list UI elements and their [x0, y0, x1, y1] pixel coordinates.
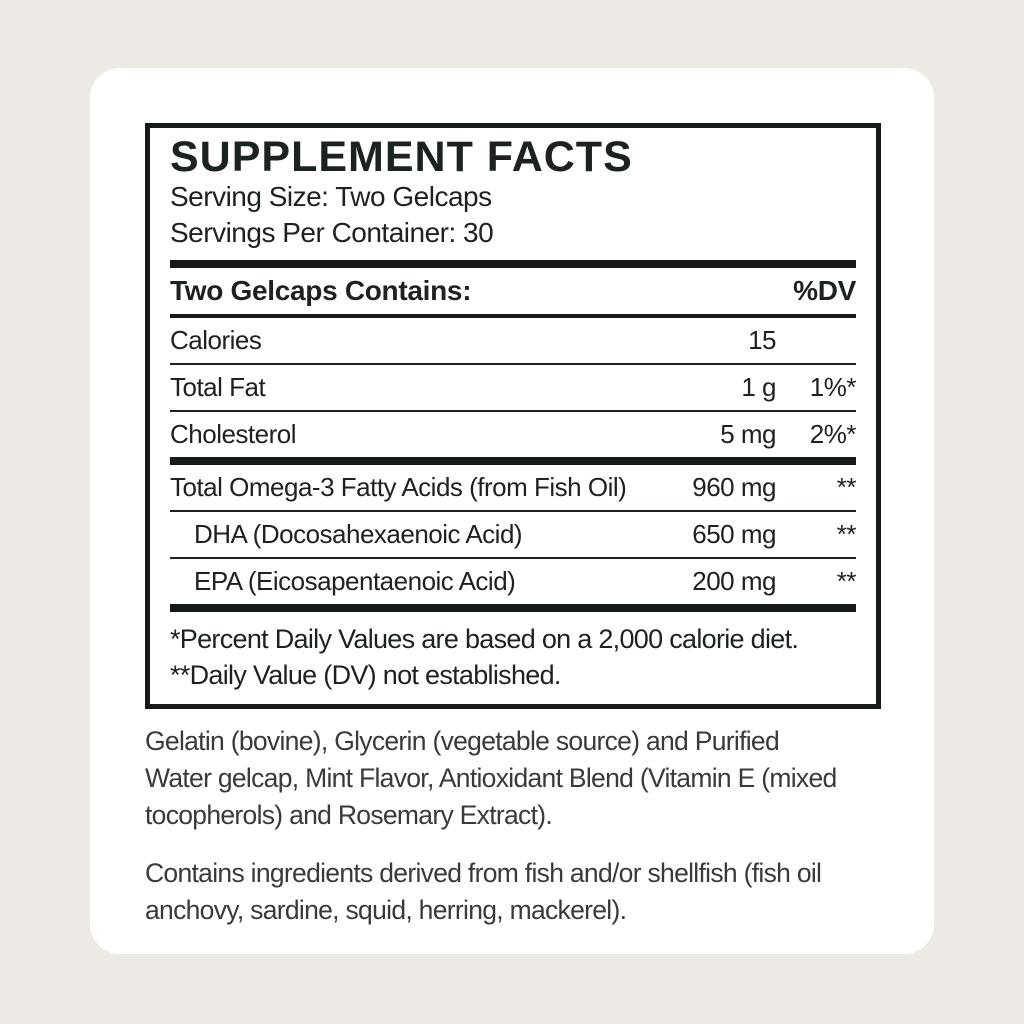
row-amount: 650 mg: [692, 519, 776, 549]
servings-per-container: Servings Per Container: 30: [170, 217, 494, 248]
other-ingredients-text: [145, 723, 881, 834]
row-name: Total Omega-3 Fatty Acids (from Fish Oil): [170, 472, 627, 502]
row-dv: **: [836, 472, 856, 502]
allergen-statement-line: anchovy, sardine, squid, herring, mackerel).: [145, 895, 627, 925]
table-row-total-fat: [170, 365, 856, 410]
other-ingredients-line: Water gelcap, Mint Flavor, Antioxidant Blend (Vitamin E (mixed: [145, 763, 837, 793]
row-amount: 960 mg: [692, 472, 776, 502]
row-dv: 1%*: [809, 372, 856, 402]
allergen-statement-text: [145, 855, 881, 929]
dv-column-header: %DV: [793, 275, 856, 306]
row-name: DHA (Docosahexaenoic Acid): [194, 519, 523, 549]
label-card: [90, 68, 934, 954]
serving-size: Serving Size: Two Gelcaps: [170, 181, 492, 212]
table-header-row: [170, 268, 856, 314]
row-name: Total Fat: [170, 372, 266, 402]
row-dv: 2%*: [809, 419, 856, 449]
other-ingredients-line: Gelatin (bovine), Glycerin (vegetable source) and Purified: [145, 726, 780, 756]
divider-thick: [170, 260, 856, 268]
row-name: EPA (Eicosapentaenoic Acid): [194, 566, 516, 596]
row-amount: 1 g: [741, 372, 776, 402]
table-row-omega3: [170, 465, 856, 510]
row-dv: **: [836, 519, 856, 549]
row-name: Calories: [170, 325, 262, 355]
supplement-facts-panel: [145, 123, 881, 709]
allergen-statement-line: Contains ingredients derived from fish and/or shellfish (fish oil: [145, 858, 822, 888]
contains-column-header: Two Gelcaps Contains:: [170, 275, 472, 306]
row-amount: 5 mg: [720, 419, 776, 449]
table-row-calories: [170, 318, 856, 363]
row-amount: 15: [748, 325, 776, 355]
row-name: Cholesterol: [170, 419, 297, 449]
panel-title: SUPPLEMENT FACTS: [170, 133, 633, 181]
table-row-dha: [170, 512, 856, 557]
divider-thick: [170, 604, 856, 612]
divider-thick: [170, 457, 856, 465]
footnote-percent-dv: *Percent Daily Values are based on a 2,000 calorie diet.: [170, 624, 799, 654]
other-ingredients-line: tocopherols) and Rosemary Extract).: [145, 800, 553, 830]
table-row-epa: [170, 559, 856, 604]
footnotes: [170, 612, 856, 704]
footnote-dv-not-established: **Daily Value (DV) not established.: [170, 660, 561, 690]
row-amount: 200 mg: [692, 566, 776, 596]
row-dv: **: [836, 566, 856, 596]
table-row-cholesterol: [170, 412, 856, 457]
